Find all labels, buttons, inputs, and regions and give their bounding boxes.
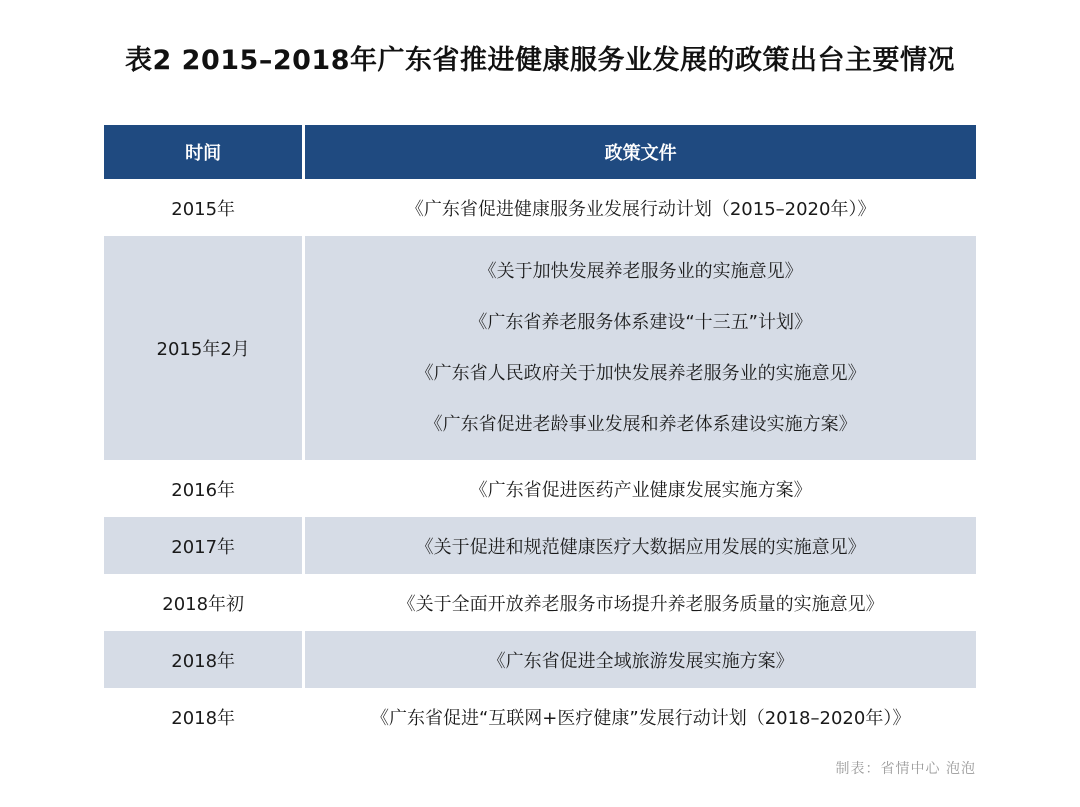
row-document: 《广东省促进老龄事业发展和养老体系建设实施方案》 <box>424 413 857 435</box>
table-row <box>104 236 976 460</box>
table-header-row <box>104 125 976 179</box>
row-document: 《关于全面开放养老服务市场提升养老服务质量的实施意见》 <box>305 574 976 631</box>
table-row <box>104 460 976 517</box>
row-time: 2018年 <box>104 631 302 688</box>
row-time: 2016年 <box>104 460 302 517</box>
table-title: 表2 2015–2018年广东省推进健康服务业发展的政策出台主要情况 <box>125 45 955 76</box>
row-document: 《关于促进和规范健康医疗大数据应用发展的实施意见》 <box>305 517 976 574</box>
row-time: 2017年 <box>104 517 302 574</box>
row-document: 《广东省促进健康服务业发展行动计划（2015–2020年）》 <box>305 179 976 236</box>
table-credit: 制表：省情中心 泡泡 <box>835 761 976 777</box>
header-time: 时间 <box>104 125 302 179</box>
table-row <box>104 574 976 631</box>
row-time: 2018年初 <box>104 574 302 631</box>
row-time: 2015年2月 <box>104 236 302 460</box>
policy-table <box>104 125 976 745</box>
row-time: 2018年 <box>104 688 302 745</box>
table-row <box>104 688 976 745</box>
header-documents: 政策文件 <box>305 125 976 179</box>
table-row <box>104 631 976 688</box>
table-row <box>104 179 976 236</box>
table-row <box>104 517 976 574</box>
row-document: 《广东省促进“互联网+医疗健康”发展行动计划（2018–2020年）》 <box>305 688 976 745</box>
row-time: 2015年 <box>104 179 302 236</box>
row-document: 《关于加快发展养老服务业的实施意见》 <box>478 260 803 282</box>
row-documents <box>305 236 976 460</box>
row-document: 《广东省人民政府关于加快发展养老服务业的实施意见》 <box>415 362 866 384</box>
row-document: 《广东省促进医药产业健康发展实施方案》 <box>305 460 976 517</box>
row-document: 《广东省促进全域旅游发展实施方案》 <box>305 631 976 688</box>
row-document: 《广东省养老服务体系建设“十三五”计划》 <box>469 311 812 333</box>
